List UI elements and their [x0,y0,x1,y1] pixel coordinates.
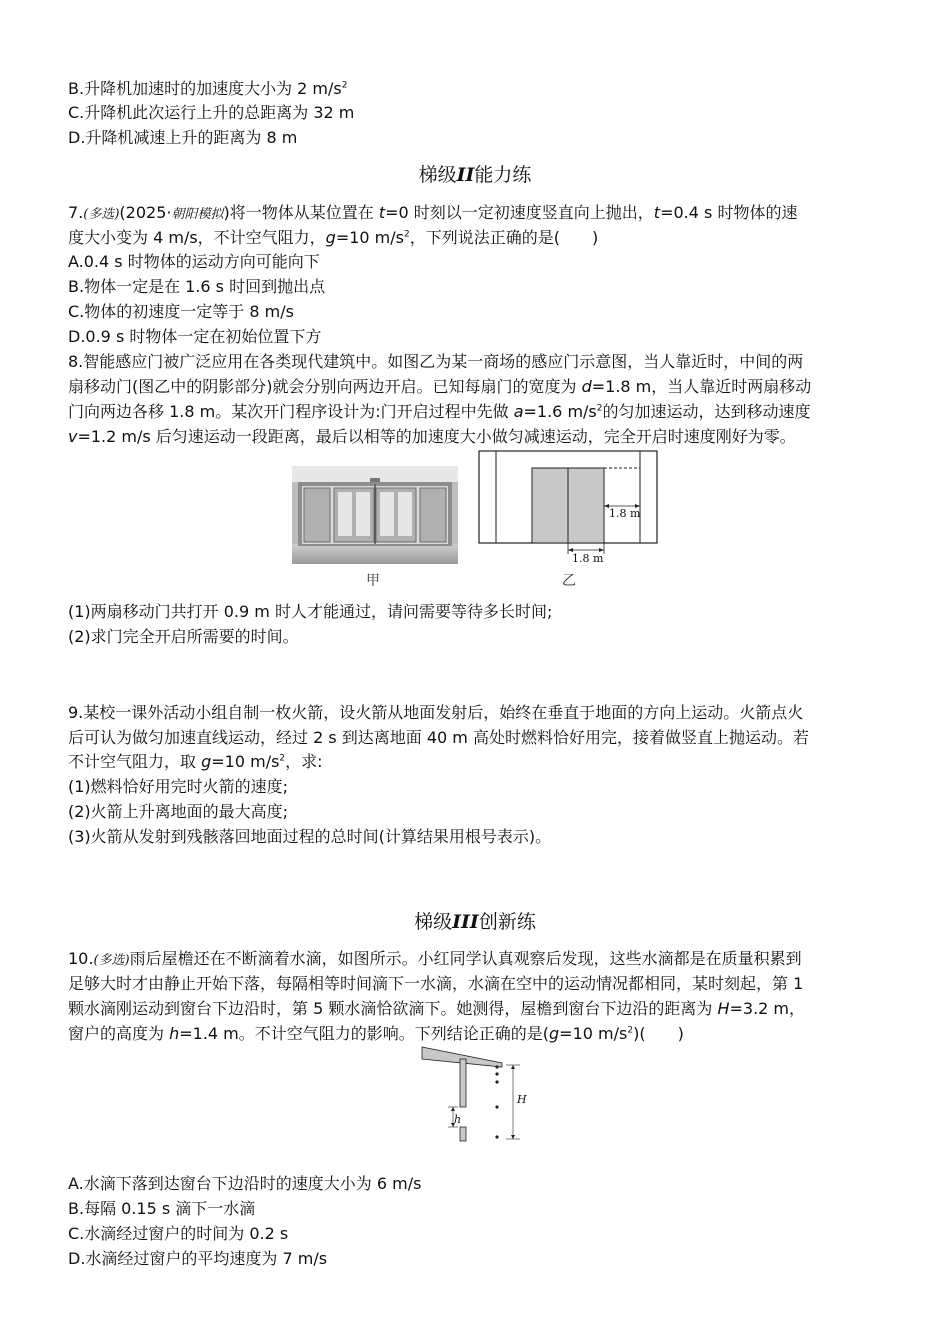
q7-option-a: A.0.4 s 时物体的运动方向可能向下 [68,252,320,271]
dimension-label-right: 1.8 m [609,507,641,520]
q10-stem-line-2: 足够大时才由静止开始下落，每隔相等时间滴下一水滴，水滴在空中的运动情况都相同，某时刻起，第 1 [68,974,804,993]
q8-stem-line-3: 门向两边各移 1.8 m。某次开门程序设计为:门开启过程中先做 a=1.6 $m/s^2$的匀加速运动，达到移动速度 [68,402,811,421]
q7-stem-line-1: 7.(多选)(2025·朝阳模拟)将一物体从某位置在 t=0 时刻以一定初速度竖直向上抛出，t=0.4 s 时物体的速 [68,203,798,222]
q9-subquestion-2: (2)火箭上升离地面的最大高度; [68,802,289,821]
q10-stem-line-4: 窗户的高度为 h=1.4 m。不计空气阻力的影响。下列结论正确的是(g=10 $m/s^2$)( ) [68,1024,684,1043]
total-height-label: H [517,1093,527,1106]
window-height-label: h [454,1113,462,1126]
q10-stem-line-1: 10.(多选)雨后屋檐还在不断滴着水滴，如图所示。小红同学认真观察后发现，这些水滴都是在质量积累到 [68,949,802,968]
level-2-heading: 梯级II能力练 [418,164,532,186]
q10-option-b: B.每隔 0.15 s 滴下一水滴 [68,1199,256,1218]
q9-stem-line-2: 后可认为做匀加速直线运动，经过 2 s 到达离地面 40 m 高处时燃料恰好用完，接着做竖直上抛运动。若 [68,728,809,747]
q8-subquestion-1: (1)两扇移动门共打开 0.9 m 时人才能通过，请问需要等待多长时间; [68,602,553,621]
q10-option-d: D.水滴经过窗户的平均速度为 7 m/s [68,1249,328,1268]
q7-option-d: D.0.9 s 时物体一定在初始位置下方 [68,327,322,346]
q6-option-b: B.升降机加速时的加速度大小为 2 $m/s^2$ [68,79,348,98]
q7-option-c: C.物体的初速度一定等于 8 m/s [68,302,294,321]
water-drop-figure [420,1045,530,1145]
q7-stem-line-2: 度大小变为 4 m/s，不计空气阻力，g=10 $m/s^2$，下列说法正确的是( ) [68,228,599,247]
q6-option-d: D.升降机减速上升的距离为 8 m [68,128,298,147]
q8-stem-line-4: v=1.2 m/s 后匀速运动一段距离，最后以相等的加速度大小做匀减速运动，完全开启时速度刚好为零。 [68,427,796,446]
q9-subquestion-1: (1)燃料恰好用完时火箭的速度; [68,777,289,796]
q10-stem-line-3: 颗水滴刚运动到窗台下边沿时，第 5 颗水滴恰欲滴下。她测得，屋檐到窗台下边沿的距离为 H=3.2 m， [68,999,806,1018]
figure-caption-jia: 甲 [366,573,380,589]
level-3-heading: 梯级III创新练 [414,911,536,933]
q8-subquestion-2: (2)求门完全开启所需要的时间。 [68,627,299,646]
q8-stem-line-1: 8.智能感应门被广泛应用在各类现代建筑中。如图乙为某一商场的感应门示意图，当人靠近时，中间的两 [68,352,804,371]
q7-option-b: B.物体一定是在 1.6 s 时回到抛出点 [68,277,326,296]
q8-stem-line-2: 扇移动门(图乙中的阴影部分)就会分别向两边开启。已知每扇门的宽度为 d=1.8 m，当人靠近时两扇移动 [68,377,812,396]
q9-stem-line-1: 9.某校一课外活动小组自制一枚火箭，设火箭从地面发射后，始终在垂直于地面的方向上运动。火箭点火 [68,703,804,722]
q9-stem-line-3: 不计空气阻力，取 g=10 $m/s^2$，求: [68,752,323,771]
dimension-label-bottom: 1.8 m [572,552,604,565]
door-photo-figure [292,466,458,564]
q6-option-c: C.升降机此次运行上升的总距离为 32 m [68,103,355,122]
q10-option-a: A.水滴下落到达窗台下边沿时的速度大小为 6 m/s [68,1174,422,1193]
q10-option-c: C.水滴经过窗户的时间为 0.2 s [68,1224,289,1243]
q9-subquestion-3: (3)火箭从发射到残骸落回地面过程的总时间(计算结果用根号表示)。 [68,827,552,846]
figure-caption-yi: 乙 [562,573,576,589]
